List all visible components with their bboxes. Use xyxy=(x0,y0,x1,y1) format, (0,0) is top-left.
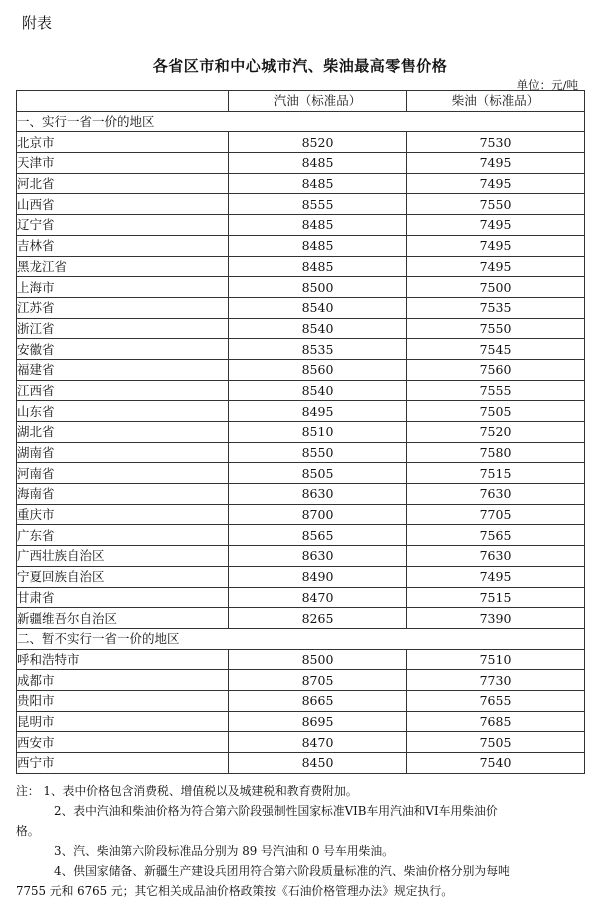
region-name-cell: 浙江省 xyxy=(17,318,229,339)
table-row xyxy=(17,339,585,360)
price-table xyxy=(16,90,585,774)
table-row xyxy=(17,753,585,774)
note-2-line-1: 2、表中汽油和柴油价格为符合第六阶段强制性国家标准VIB车用汽油和VI车用柴油价 xyxy=(54,804,498,818)
diesel-price-cell: 7535 xyxy=(407,297,585,318)
diesel-price-cell: 7555 xyxy=(407,380,585,401)
table-row xyxy=(17,194,585,215)
region-name-cell: 安徽省 xyxy=(17,339,229,360)
diesel-price-cell: 7515 xyxy=(407,463,585,484)
table-header-row xyxy=(17,91,585,112)
table-row xyxy=(17,546,585,567)
table-row xyxy=(17,711,585,732)
region-name-cell: 福建省 xyxy=(17,359,229,380)
diesel-price-cell: 7540 xyxy=(407,753,585,774)
note-3: 3、汽、柴油第六阶段标准品分别为 89 号汽油和 0 号车用柴油。 xyxy=(54,844,394,858)
gasoline-price-cell: 8500 xyxy=(229,277,407,298)
diesel-price-cell: 7630 xyxy=(407,484,585,505)
note-4-line-1: 4、供国家储备、新疆生产建设兵团用符合第六阶段质量标准的汽、柴油价格分别为每吨 xyxy=(54,864,510,878)
table-row xyxy=(17,649,585,670)
gasoline-price-cell: 8495 xyxy=(229,401,407,422)
table-row xyxy=(17,504,585,525)
table-row xyxy=(17,422,585,443)
gasoline-price-cell: 8500 xyxy=(229,649,407,670)
table-row xyxy=(17,380,585,401)
table-row xyxy=(17,215,585,236)
diesel-price-cell: 7495 xyxy=(407,566,585,587)
gasoline-price-cell: 8700 xyxy=(229,504,407,525)
region-name-cell: 辽宁省 xyxy=(17,215,229,236)
table-row xyxy=(17,732,585,753)
section-label: 二、暂不实行一省一价的地区 xyxy=(17,628,585,649)
table-row xyxy=(17,153,585,174)
table-row xyxy=(17,173,585,194)
diesel-price-cell: 7565 xyxy=(407,525,585,546)
table-row xyxy=(17,608,585,629)
region-name-cell: 湖南省 xyxy=(17,442,229,463)
gasoline-price-cell: 8490 xyxy=(229,566,407,587)
gasoline-price-cell: 8265 xyxy=(229,608,407,629)
table-row xyxy=(17,442,585,463)
gasoline-price-cell: 8505 xyxy=(229,463,407,484)
diesel-price-cell: 7495 xyxy=(407,215,585,236)
table-row xyxy=(17,401,585,422)
region-name-cell: 贵阳市 xyxy=(17,690,229,711)
region-name-cell: 重庆市 xyxy=(17,504,229,525)
gasoline-price-cell: 8630 xyxy=(229,484,407,505)
header-gasoline: 汽油（标准品） xyxy=(229,91,407,112)
region-name-cell: 黑龙江省 xyxy=(17,256,229,277)
note-2-line-2: 格。 xyxy=(16,824,40,838)
diesel-price-cell: 7550 xyxy=(407,194,585,215)
note-4-line-2: 7755 元和 6765 元；其它相关成品油价格政策按《石油价格管理办法》规定执行。 xyxy=(16,884,453,898)
table-row xyxy=(17,277,585,298)
region-name-cell: 江西省 xyxy=(17,380,229,401)
unit-label: 单位：元/吨 xyxy=(516,78,578,92)
region-name-cell: 江苏省 xyxy=(17,297,229,318)
table-row xyxy=(17,297,585,318)
appendix-label: 附表 xyxy=(22,14,53,32)
gasoline-price-cell: 8450 xyxy=(229,753,407,774)
gasoline-price-cell: 8560 xyxy=(229,359,407,380)
region-name-cell: 北京市 xyxy=(17,132,229,153)
region-name-cell: 昆明市 xyxy=(17,711,229,732)
diesel-price-cell: 7495 xyxy=(407,235,585,256)
diesel-price-cell: 7505 xyxy=(407,732,585,753)
region-name-cell: 成都市 xyxy=(17,670,229,691)
page-title: 各省区市和中心城市汽、柴油最高零售价格 xyxy=(152,57,448,75)
gasoline-price-cell: 8630 xyxy=(229,546,407,567)
gasoline-price-cell: 8510 xyxy=(229,422,407,443)
region-name-cell: 西宁市 xyxy=(17,753,229,774)
region-name-cell: 甘肃省 xyxy=(17,587,229,608)
diesel-price-cell: 7730 xyxy=(407,670,585,691)
diesel-price-cell: 7390 xyxy=(407,608,585,629)
region-name-cell: 河北省 xyxy=(17,173,229,194)
gasoline-price-cell: 8555 xyxy=(229,194,407,215)
table-row xyxy=(17,256,585,277)
region-name-cell: 广西壮族自治区 xyxy=(17,546,229,567)
region-name-cell: 河南省 xyxy=(17,463,229,484)
section-row xyxy=(17,111,585,132)
header-region xyxy=(17,91,229,112)
table-row xyxy=(17,235,585,256)
diesel-price-cell: 7520 xyxy=(407,422,585,443)
gasoline-price-cell: 8485 xyxy=(229,215,407,236)
table-row xyxy=(17,359,585,380)
diesel-price-cell: 7505 xyxy=(407,401,585,422)
diesel-price-cell: 7530 xyxy=(407,132,585,153)
diesel-price-cell: 7655 xyxy=(407,690,585,711)
gasoline-price-cell: 8470 xyxy=(229,587,407,608)
region-name-cell: 山西省 xyxy=(17,194,229,215)
region-name-cell: 宁夏回族自治区 xyxy=(17,566,229,587)
diesel-price-cell: 7705 xyxy=(407,504,585,525)
region-name-cell: 上海市 xyxy=(17,277,229,298)
diesel-price-cell: 7685 xyxy=(407,711,585,732)
region-name-cell: 呼和浩特市 xyxy=(17,649,229,670)
region-name-cell: 西安市 xyxy=(17,732,229,753)
region-name-cell: 新疆维吾尔自治区 xyxy=(17,608,229,629)
diesel-price-cell: 7550 xyxy=(407,318,585,339)
table-row xyxy=(17,318,585,339)
gasoline-price-cell: 8535 xyxy=(229,339,407,360)
gasoline-price-cell: 8665 xyxy=(229,690,407,711)
diesel-price-cell: 7495 xyxy=(407,173,585,194)
gasoline-price-cell: 8520 xyxy=(229,132,407,153)
table-row xyxy=(17,132,585,153)
gasoline-price-cell: 8470 xyxy=(229,732,407,753)
section-label: 一、实行一省一价的地区 xyxy=(17,111,585,132)
diesel-price-cell: 7515 xyxy=(407,587,585,608)
table-body xyxy=(17,111,585,773)
table-row xyxy=(17,525,585,546)
table-row xyxy=(17,484,585,505)
gasoline-price-cell: 8485 xyxy=(229,235,407,256)
table-row xyxy=(17,463,585,484)
region-name-cell: 湖北省 xyxy=(17,422,229,443)
gasoline-price-cell: 8540 xyxy=(229,297,407,318)
region-name-cell: 山东省 xyxy=(17,401,229,422)
gasoline-price-cell: 8485 xyxy=(229,153,407,174)
diesel-price-cell: 7630 xyxy=(407,546,585,567)
diesel-price-cell: 7495 xyxy=(407,256,585,277)
notes xyxy=(16,781,586,901)
gasoline-price-cell: 8550 xyxy=(229,442,407,463)
diesel-price-cell: 7580 xyxy=(407,442,585,463)
table-row xyxy=(17,587,585,608)
region-name-cell: 天津市 xyxy=(17,153,229,174)
table-row xyxy=(17,690,585,711)
diesel-price-cell: 7510 xyxy=(407,649,585,670)
gasoline-price-cell: 8485 xyxy=(229,173,407,194)
gasoline-price-cell: 8540 xyxy=(229,380,407,401)
region-name-cell: 广东省 xyxy=(17,525,229,546)
gasoline-price-cell: 8540 xyxy=(229,318,407,339)
table-row xyxy=(17,566,585,587)
diesel-price-cell: 7500 xyxy=(407,277,585,298)
table-row xyxy=(17,670,585,691)
note-1: 注： 1、表中价格包含消费税、增值税以及城建税和教育费附加。 xyxy=(16,784,358,798)
region-name-cell: 海南省 xyxy=(17,484,229,505)
header-diesel: 柴油（标准品） xyxy=(407,91,585,112)
gasoline-price-cell: 8695 xyxy=(229,711,407,732)
diesel-price-cell: 7545 xyxy=(407,339,585,360)
gasoline-price-cell: 8705 xyxy=(229,670,407,691)
diesel-price-cell: 7560 xyxy=(407,359,585,380)
diesel-price-cell: 7495 xyxy=(407,153,585,174)
section-row xyxy=(17,628,585,649)
region-name-cell: 吉林省 xyxy=(17,235,229,256)
gasoline-price-cell: 8565 xyxy=(229,525,407,546)
gasoline-price-cell: 8485 xyxy=(229,256,407,277)
